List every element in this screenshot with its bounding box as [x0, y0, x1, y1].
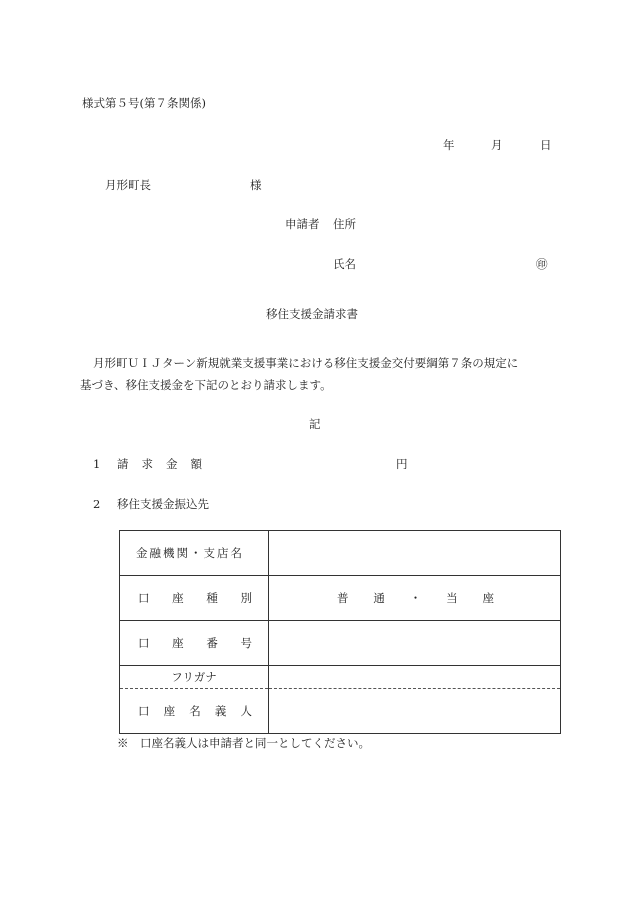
- item1-unit: 円: [396, 457, 408, 471]
- option-char: 当: [446, 591, 458, 605]
- account-number-char: 口: [138, 636, 150, 650]
- account-type-value-cell[interactable]: [269, 576, 561, 621]
- table-row: [120, 531, 561, 576]
- account-number-label: [138, 635, 252, 651]
- note: ※ 口座名義人は申請者と同一としてください。: [117, 736, 370, 750]
- institution-label-cell: [120, 531, 269, 576]
- date-month: 月: [491, 138, 503, 152]
- furigana-label: フリガナ: [171, 670, 217, 684]
- account-number-char: 番: [206, 636, 218, 650]
- account-number-value-cell[interactable]: [269, 621, 561, 666]
- table-row: [120, 576, 561, 621]
- table-row: [120, 666, 561, 689]
- body-line-2: 基づき、移住支援金を下記のとおり請求します。: [80, 378, 332, 392]
- institution-value-cell[interactable]: [269, 531, 561, 576]
- account-holder-char: 口: [138, 704, 150, 718]
- account-type-label-cell: [120, 576, 269, 621]
- item2-label: 移住支援金振込先: [117, 497, 209, 511]
- item1-number: 1: [93, 457, 101, 471]
- furigana-value-cell[interactable]: [269, 666, 561, 689]
- applicant-label: 申請者: [285, 217, 320, 231]
- account-type-char: 座: [172, 591, 184, 605]
- item2-number: 2: [93, 497, 101, 511]
- addressee-name: 月形町長: [105, 178, 151, 192]
- account-type-label: [138, 590, 252, 606]
- furigana-label-cell: [120, 666, 269, 689]
- institution-label: 金融機関・支店名: [136, 546, 244, 560]
- option-separator: ・: [409, 591, 422, 605]
- ki-heading: 記: [309, 417, 321, 431]
- form-number: 様式第５号(第７条関係): [82, 96, 206, 110]
- account-holder-value-cell[interactable]: [269, 689, 561, 734]
- date-year: 年: [443, 138, 455, 152]
- account-holder-char: 義: [214, 704, 227, 718]
- account-number-char: 座: [172, 636, 184, 650]
- bank-table: [119, 530, 561, 734]
- option-char: 普: [337, 591, 349, 605]
- account-type-char: 口: [138, 591, 150, 605]
- account-holder-char: 名: [189, 704, 201, 718]
- account-holder-label-cell: [120, 689, 269, 734]
- seal-mark: ㊞: [536, 257, 548, 271]
- account-number-char: 号: [240, 636, 252, 650]
- item1-label: 請求金額: [117, 457, 215, 471]
- account-holder-label: [138, 703, 252, 719]
- name-label: 氏名: [333, 257, 356, 271]
- body-line-1: 月形町ＵＩＪターン新規就業支援事業における移住支援金交付要綱第７条の規定に: [93, 356, 519, 370]
- addressee-honorific: 様: [250, 178, 262, 192]
- table-row: [120, 621, 561, 666]
- account-holder-char: 人: [240, 704, 252, 718]
- account-number-label-cell: [120, 621, 269, 666]
- account-type-options: [337, 590, 494, 606]
- option-char: 座: [482, 591, 494, 605]
- option-char: 通: [373, 591, 385, 605]
- account-type-char: 種: [206, 591, 218, 605]
- date-day: 日: [540, 138, 552, 152]
- document-title: 移住支援金請求書: [266, 307, 358, 321]
- account-type-char: 別: [240, 591, 252, 605]
- account-holder-char: 座: [163, 704, 176, 718]
- table-row: [120, 689, 561, 734]
- address-label: 住所: [333, 217, 356, 231]
